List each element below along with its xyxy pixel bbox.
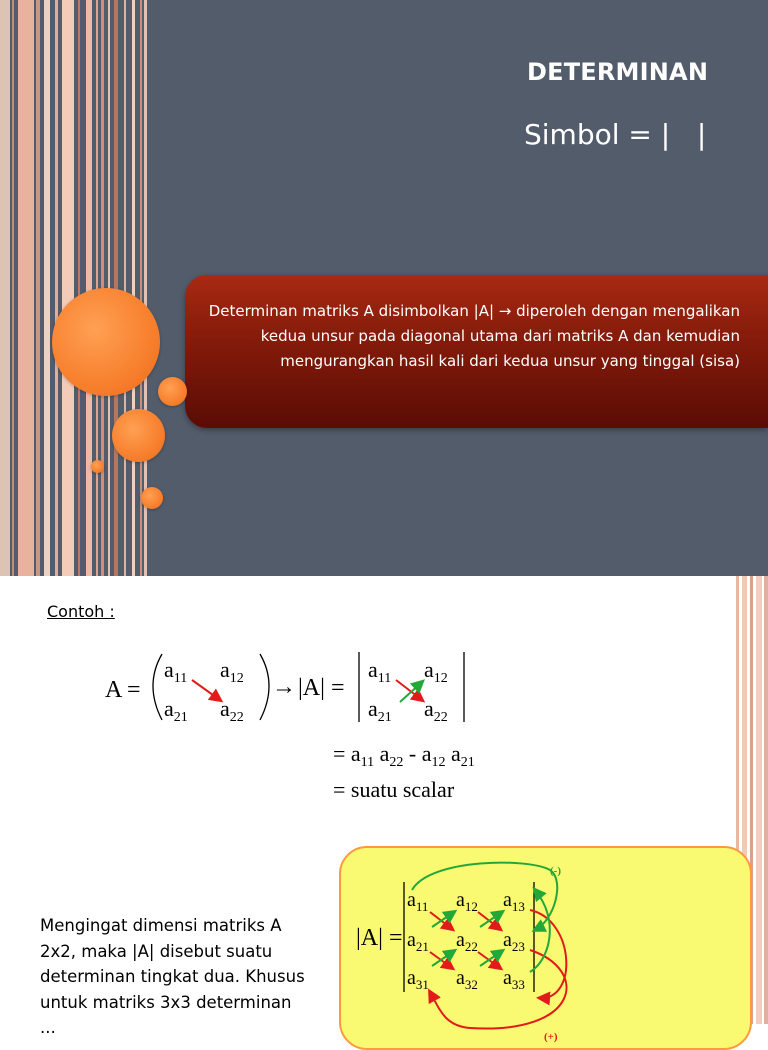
stripe bbox=[124, 0, 126, 576]
svg-text:= a11 a22 - a12 a21: = $a_{11}$ $a_{22} - a_{12}$ $a_{21}$ bbox=[333, 741, 475, 770]
svg-text:a22: $a_{22}$ bbox=[220, 696, 244, 725]
result-line-2: = suatu scalar bbox=[333, 777, 455, 802]
stripe bbox=[44, 0, 50, 576]
formula-lhs: A = bbox=[105, 677, 141, 703]
stripe bbox=[86, 0, 92, 576]
decor-circle-small bbox=[158, 377, 187, 406]
symbol-text: Simbol = | | bbox=[524, 118, 707, 151]
svg-text:a32: $a_{32}$ bbox=[456, 967, 478, 992]
definition-text: Determinan matriks A disimbolkan |A| → diperoleh dengan mengalikan kedua unsur pada diagonal utama dari matriks A dan kemudian mengurangkan hasil kali dari kedua unsur yang tinggal (sisa) bbox=[208, 302, 740, 370]
stripe bbox=[0, 0, 10, 576]
slide-2 bbox=[0, 576, 768, 1043]
formula-det: |A| = bbox=[298, 675, 345, 701]
svg-text:a12: $a_{12}$ bbox=[424, 657, 448, 686]
svg-text:a21: $a_{21}$ bbox=[407, 929, 429, 954]
det3-label: |A| = bbox=[356, 925, 403, 951]
stripe bbox=[62, 0, 74, 576]
stripe bbox=[12, 0, 14, 576]
svg-text:a23: $a_{23}$ bbox=[503, 929, 525, 954]
svg-text:a11: $a_{11}$ bbox=[407, 889, 429, 914]
svg-text:a11: $a_{11}$ bbox=[368, 657, 392, 686]
stripe bbox=[132, 0, 135, 576]
svg-text:a13: $a_{13}$ bbox=[503, 889, 525, 914]
svg-text:a21: $a_{21}$ bbox=[164, 696, 188, 725]
decor-circle-medium bbox=[112, 409, 165, 462]
decor-circle-small bbox=[141, 487, 163, 509]
svg-text:a11: $a_{11}$ bbox=[164, 657, 188, 686]
svg-text:a21: $a_{21}$ bbox=[368, 696, 392, 725]
stripe bbox=[764, 576, 768, 1024]
svg-text:a33: $a_{33}$ bbox=[503, 967, 525, 992]
svg-text:a31: $a_{31}$ bbox=[407, 967, 429, 992]
explanation-paragraph: Mengingat dimensi matriks A 2x2, maka |A| disebut suatu determinan tingkat dua. Khusus untuk matriks 3x3 determinan ... bbox=[40, 916, 305, 1037]
svg-text:a12: $a_{12}$ bbox=[220, 657, 244, 686]
example-label: Contoh : bbox=[47, 602, 115, 621]
stripe bbox=[78, 0, 80, 576]
formula-arrow: → bbox=[272, 674, 296, 700]
minus-label: (-) bbox=[550, 865, 561, 877]
slide-title: DETERMINAN bbox=[527, 58, 709, 86]
decor-circle-large bbox=[52, 288, 160, 396]
formula-2x2 bbox=[100, 640, 660, 810]
stripe bbox=[55, 0, 58, 576]
decor-circle-tiny bbox=[91, 460, 104, 473]
stripe bbox=[756, 576, 762, 1024]
stripe bbox=[18, 0, 34, 576]
stripe bbox=[140, 0, 142, 576]
plus-label: (+) bbox=[544, 1031, 558, 1043]
svg-text:a12: $a_{12}$ bbox=[456, 889, 478, 914]
stripe bbox=[36, 0, 40, 576]
svg-text:a22: $a_{22}$ bbox=[424, 696, 448, 725]
svg-text:a22: $a_{22}$ bbox=[456, 929, 478, 954]
formula-3x3 bbox=[350, 860, 680, 1043]
